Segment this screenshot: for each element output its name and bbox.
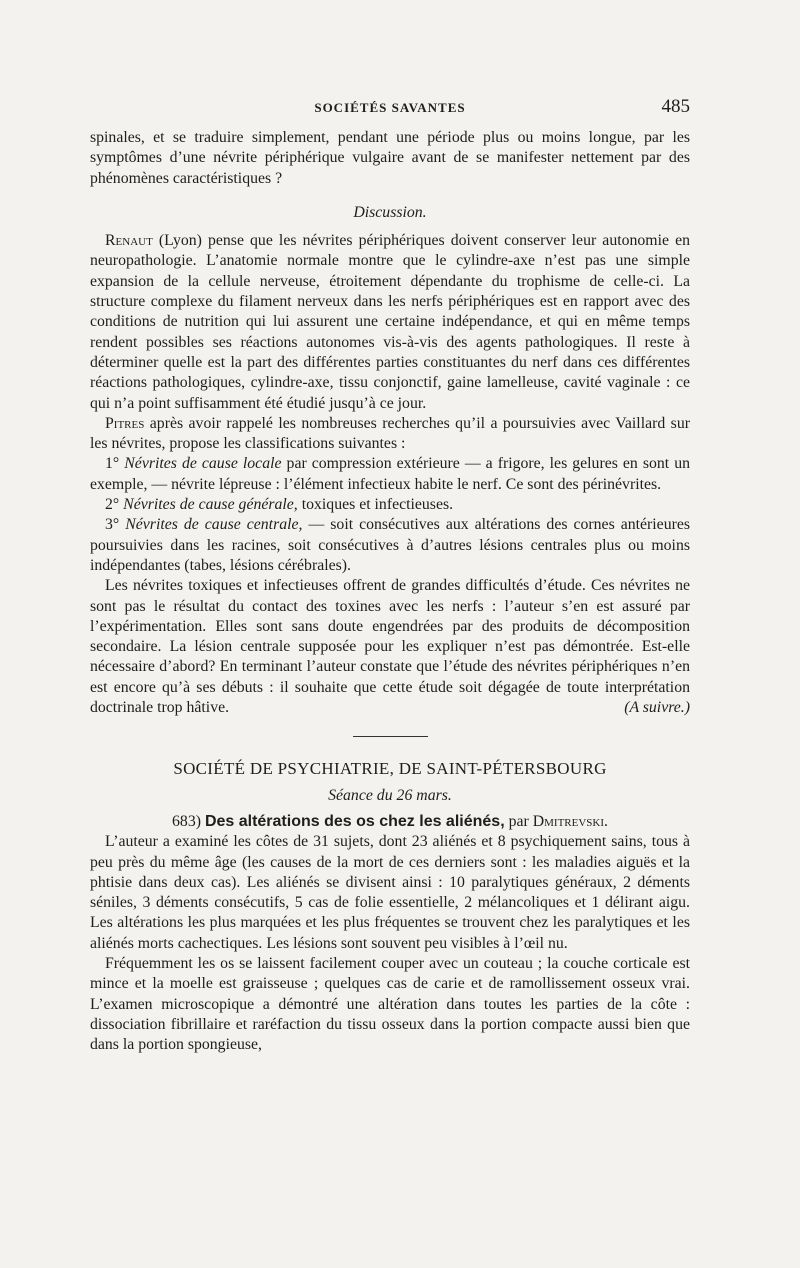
speaker-name: Pitres <box>105 414 145 432</box>
item-title: Névrites de cause centrale, <box>125 516 303 534</box>
paragraph-text: après avoir rappelé les nombreuses recherches qu’il a poursuivies avec Vaillard sur les névrites, propose les classifications suivantes : <box>90 414 690 453</box>
item-title: Névrites de cause locale <box>124 455 282 473</box>
paragraph-auteur: L’auteur a examiné les côtes de 31 sujets, dont 23 aliénés et 8 psychiquement sains, tous à peu près du même âge (les causes de la mort de ces derniers sont : les maladies aiguës et la phtisie dans deux cas). Les aliénés se divisent ainsi : 10 paralytiques généraux, 2 déments séniles, 3 déments consécutifs, 5 cas de folie essentielle, 2 mélancoliques et 1 délirant aigu. Les altérations les plus marquées et les plus fréquentes se trouvent chez les paralytiques et les aliénés morts cachectiques. Les lésions sont souvent peu visibles à l’œil nu. <box>90 833 690 952</box>
classification-2 <box>90 495 690 515</box>
article-heading <box>90 812 690 832</box>
item-text: par compression extérieure — a frigore, les gelures en sont un exemple, — névrite lépreuse : l’élément infectieux habite le nerf. Ce sont des périnévrites. <box>90 455 691 493</box>
running-head: SOCIÉTÉS SAVANTES <box>314 100 466 115</box>
article-title: Des altérations des os chez les aliénés, <box>204 812 505 830</box>
page-header <box>90 96 690 122</box>
classification-1 <box>90 454 690 495</box>
paragraph-pitres <box>90 414 690 455</box>
society-title: SOCIÉTÉ DE PSYCHIATRIE, DE SAINT-PÉTERSBOURG <box>173 759 607 779</box>
item-number: 3° <box>105 516 120 534</box>
section-divider <box>353 736 428 737</box>
item-number: 1° <box>105 455 120 473</box>
paragraph-continuation: spinales, et se traduire simplement, pendant une période plus ou moins longue, par les symptômes d’une névrite périphérique vulgaire avant de se manifester nettement par des phénomènes caractéristiques ? <box>90 129 690 187</box>
body-text <box>90 128 690 1055</box>
article-number: 683) <box>172 812 201 830</box>
item-title: Névrites de cause générale, <box>123 496 298 514</box>
a-suivre: (A suivre.) <box>624 699 690 717</box>
item-number: 2° <box>105 496 120 514</box>
speaker-name: Renaut <box>105 232 153 250</box>
paragraph-renaut <box>90 231 690 414</box>
classification-3 <box>90 515 690 576</box>
paragraph-text: (Lyon) pense que les névrites périphériques doivent conserver leur autonomie en neuropathologie. L’anatomie normale montre que le cylindre-axe n’est pas une simple expansion de la cellule nerveuse, étroitement dépendante du trophisme de celle-ci. La structure complexe du filament nerveux dans les nerfs périphériques est en rapport avec des conditions de nutrition qui lui assurent une certaine indépendance, et qui en même temps rendent possibles ses réactions autonomes vis-à-vis des agents pathologiques. Il reste à déterminer quelle est la part des différentes parties constituantes du nerf dans ces différentes réactions pathologiques, cylindre-axe, tissu conjonctif, gaine lamelleuse, cavité vaginale : ce qui n’a point suffisamment été étudié jusqu’à ce jour. <box>90 232 690 412</box>
item-text: toxiques et infectieuses. <box>301 496 454 514</box>
paragraph-frequemment: Fréquemment les os se laissent facilement couper avec un couteau ; la couche corticale est mince et la moelle est graisseuse ; quelques cas de carie et de ramollissement osseux vrai. L’examen microscopique a démontré une altération dans toutes les parties de la côte : dissociation fibrillaire et raréfaction du tissu osseux dans la portion compacte aussi bien que dans la portion spongieuse, <box>90 954 690 1054</box>
discussion-heading: Discussion. <box>353 203 427 221</box>
paragraph-toxiques <box>90 576 690 718</box>
seance-date: Séance du 26 mars. <box>328 786 452 804</box>
page-number: 485 <box>661 96 690 117</box>
article-author: Dmitrevski. <box>532 812 608 830</box>
paragraph-text: Les névrites toxiques et infectieuses offrent de grandes difficultés d’étude. Ces névrites ne sont pas le résultat du contact des toxines avec les nerfs : l’auteur s’en est assuré par l’expérimentation. Elles sont sans doute engendrées par des produits de décomposition secondaire. La lésion centrale supposée pour les expliquer n’est pas démontrée. Est-elle nécessaire d’abord? En terminant l’auteur constate que l’étude des névrites périphériques n’en est encore qu’à ses débuts : il souhaite que cette étude soit dégagée de toute interprétation doctrinale trop hâtive. <box>90 577 690 717</box>
item-text: — soit consécutives aux altérations des cornes antérieures poursuivies dans les racines, soit consécutives à d’autres lésions centrales plus ou moins indépendantes (tabes, lésions cérébrales). <box>90 516 691 574</box>
article-par: par <box>508 812 529 830</box>
